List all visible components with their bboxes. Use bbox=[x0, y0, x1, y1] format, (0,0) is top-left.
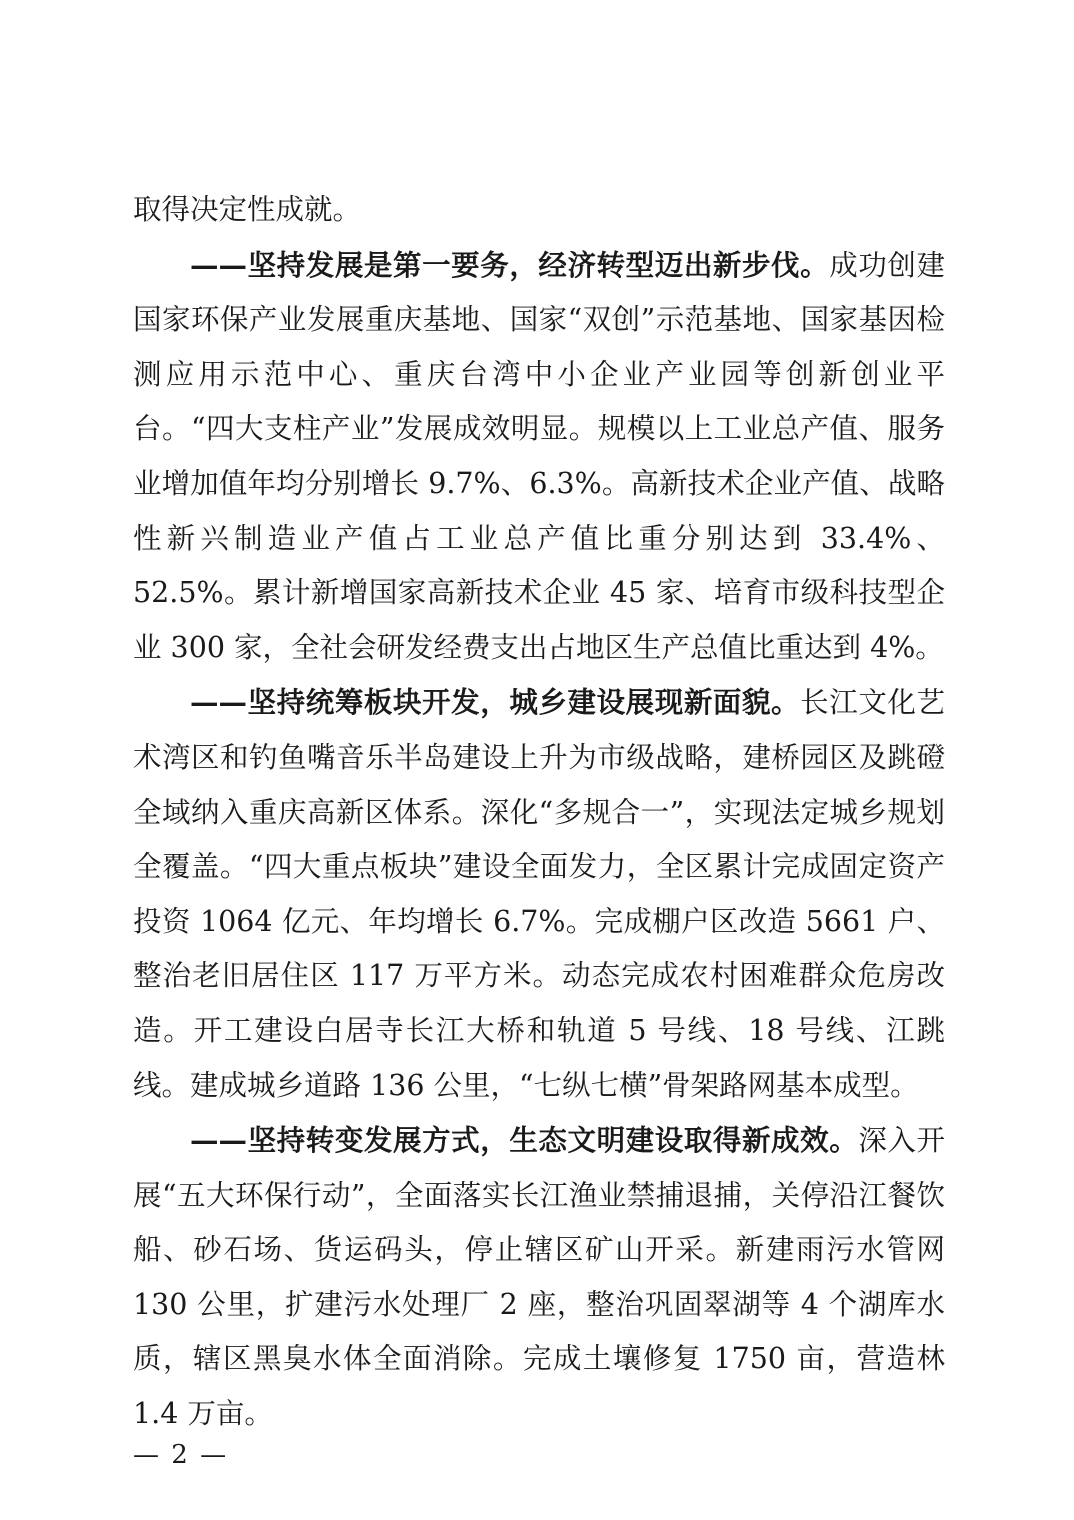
paragraph-text: 取得决定性成就。 bbox=[133, 193, 362, 226]
document-body bbox=[133, 183, 945, 1442]
paragraph-text: 深入开展“五大环保行动”，全面落实长江渔业禁捕退捕，关停沿江餐饮船、砂石场、货运码头，停止辖区矿山开采。新建雨污水管网 130 公里，扩建污水处理厂 2 座，整治巩固翠湖等 4 个湖库水质，辖区黑臭水体全面消除。完成土壤修复 1750 亩，营造林 1.4 万亩。 bbox=[133, 1124, 945, 1431]
page-number: — 2 — bbox=[133, 1440, 229, 1470]
paragraph-economy bbox=[133, 238, 945, 676]
paragraph-lead: ——坚持转变发展方式，生态文明建设取得新成效。 bbox=[190, 1123, 859, 1158]
paragraph-text: 成功创建国家环保产业发展重庆基地、国家“双创”示范基地、国家基因检测应用示范中心、重庆台湾中小企业产业园等创新创业平台。“四大支柱产业”发展成效明显。规模以上工业总产值、服务业增加值年均分别增长 9.7%、6.3%。高新技术企业产值、战略性新兴制造业产值占工业总产值比重分别达到 33.4%、52.5%。累计新增国家高新技术企业 45 家、培育市级科技型企业 300 家，全社会研发经费支出占地区生产总值比重达到 4%。 bbox=[133, 248, 945, 664]
paragraph-urban-rural bbox=[133, 675, 945, 1113]
paragraph-lead: ——坚持统筹板块开发，城乡建设展现新面貌。 bbox=[190, 685, 801, 720]
paragraph-text: 长江文化艺术湾区和钓鱼嘴音乐半岛建设上升为市级战略，建桥园区及跳磴全域纳入重庆高新区体系。深化“多规合一”，实现法定城乡规划全覆盖。“四大重点板块”建设全面发力，全区累计完成固定资产投资 1064 亿元、年均增长 6.7%。完成棚户区改造 5661 户、整治老旧居住区 117 万平方米。动态完成农村困难群众危房改造。开工建设白居寺长江大桥和轨道 5 号线、18 号线、江跳线。建成城乡道路 136 公里，“七纵七横”骨架路网基本成型。 bbox=[133, 686, 945, 1102]
paragraph-lead: ——坚持发展是第一要务，经济转型迈出新步伐。 bbox=[190, 247, 830, 282]
paragraph-ecology bbox=[133, 1113, 945, 1442]
paragraph-continuation bbox=[133, 183, 945, 238]
